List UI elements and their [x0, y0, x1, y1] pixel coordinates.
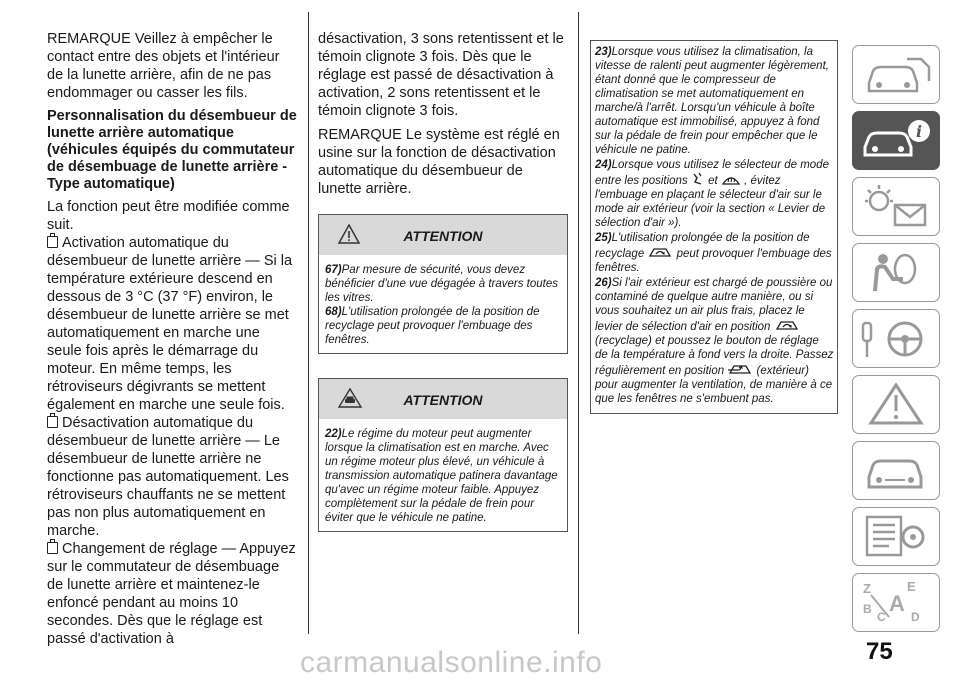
note-23: 23)Lorsque vous utilisez la climatisation, la vitesse de ralenti peut augmenter légèrement, étant donné que le compresseur de climatisation se met automatiquement en marche/à l'arrêt. Lorsqu'un véhicule à boîte automatique est immobilisé, appuyez à fond sur la pédale de frein pour empêcher que le véhicule ne patine.: [595, 46, 829, 156]
list-item: Activation automatique du désembueur de lunette arrière — Si la température extérieure descend en dessous de 3 °C (37 °F) environ, le désembueur de lunette arrière se met automatiquement en marche une seule fois après le démarrage du moteur. En même temps, les rétroviseurs dégivrants se mettent également en marche une seule fois.: [47, 235, 293, 413]
note-24: 24)Lorsque vous utilisez le sélecteur de mode entre les positions et , évitez l'embuage en plaçant le sélecteur d'air sur le mode air extérieur (voir la section « Levier de sélection d'air »).: [595, 159, 829, 229]
svg-text:A: A: [889, 591, 905, 616]
column-divider-1: [308, 12, 309, 634]
paragraph: désactivation, 3 sons retentissent et le témoin clignote 3 fois. Dès que le réglage est passé de désactivation à activation, 2 sons retentissent et le témoin clignote 3 fois.: [318, 31, 564, 119]
tab-car-service[interactable]: [852, 441, 940, 500]
list-item: Changement de réglage — Appuyez sur le commutateur de désembuage de lunette arrière et maintenez-le enfoncé pendant au moins 10 secondes. Dès que le réglage est passé d'activation à: [47, 541, 296, 647]
intro-paragraph: La fonction peut être modifiée comme suit.: [47, 199, 290, 233]
warning-lights-icon: [859, 183, 933, 229]
page-number: 75: [866, 638, 893, 665]
column-2: [318, 30, 568, 532]
svg-text:E: E: [907, 579, 916, 594]
foot-vent-icon: [691, 172, 705, 186]
tab-warning-triangle[interactable]: [852, 375, 940, 434]
bullet-icon: [47, 542, 58, 554]
remark-paragraph: REMARQUE Le système est réglé en usine sur la fonction de désactivation automatique du désembueur de lunette arrière.: [318, 127, 560, 197]
tab-key-steering[interactable]: [852, 309, 940, 368]
note-25: 25)L'utilisation prolongée de la position de recyclage peut provoquer l'embuage des fenêtres.: [595, 232, 832, 274]
warning-box: [318, 214, 568, 354]
section-heading: Personnalisation du désembueur de lunette arrière automatique (véhicules équipés du commutateur de désembuage de lunette arrière - Type automatique): [47, 108, 297, 192]
warning-text: 22)Le régime du moteur peut augmenter lorsque la climatisation est en marche. Avec un régime moteur plus élevé, un véhicule à transmission automatique patinera davantage qu'avec un régime moteur faible. Appuyez complètement sur la pédale de frein pour éviter que le véhicule ne patine.: [319, 419, 567, 531]
notes-box: [590, 40, 838, 414]
note-26: 26)Si l'air extérieur est chargé de poussière ou contaminé de quelque autre manière, ou si vous souhaitez un air plus frais, placez le levier de sélection d'air en position (recyclage) et poussez le bouton de réglage de la température à fond vers la droite. Passez régulièrement en position (extérieur) pour augmenter la ventilation, de manière à ce que les fenêtres ne s'embuent pas.: [595, 277, 834, 405]
svg-text:D: D: [911, 610, 920, 624]
tab-specifications[interactable]: [852, 507, 940, 566]
svg-text:Z: Z: [863, 581, 871, 596]
column-1: [47, 30, 297, 648]
column-divider-2: [578, 12, 579, 634]
column-3: [590, 40, 838, 414]
warning-text: 67)Par mesure de sécurité, vous devez bénéficier d'une vue dégagée à travers toutes les vitres. 68)L'utilisation prolongée de la position de recyclage peut provoquer l'embuage des fenêtres.: [319, 255, 567, 353]
tab-car-info[interactable]: [852, 111, 940, 170]
svg-text:B: B: [863, 602, 872, 616]
recirculation-icon: [647, 245, 673, 259]
svg-text:i: i: [915, 122, 923, 141]
tab-alphabetical-index[interactable]: [852, 573, 940, 632]
warning-box: [318, 378, 568, 532]
chapter-tabs: [852, 45, 940, 639]
tab-warning-lights[interactable]: [852, 177, 940, 236]
svg-text:C: C: [877, 610, 886, 624]
car-service-icon: [859, 447, 933, 493]
bullet-icon: [47, 236, 58, 248]
bullet-icon: [47, 416, 58, 428]
car-info-icon: [859, 117, 933, 163]
alphabetical-index-icon: [859, 579, 933, 625]
windshield-defrost-icon: [721, 172, 741, 186]
watermark: carmanualsonline.info: [300, 646, 603, 679]
specifications-icon: [859, 513, 933, 559]
tab-car-overview[interactable]: [852, 45, 940, 104]
airbag-safety-icon: [859, 249, 933, 295]
warning-title: ATTENTION: [403, 228, 483, 244]
warning-header: [319, 379, 567, 419]
tab-airbag-safety[interactable]: [852, 243, 940, 302]
car-overview-icon: [859, 51, 933, 97]
warning-header: [319, 215, 567, 255]
outside-air-icon: [727, 362, 753, 376]
key-steering-icon: [859, 315, 933, 361]
recirculation-icon: [774, 318, 800, 332]
remark-paragraph: REMARQUE Veillez à empêcher le contact entre des objets et l'intérieur de la lunette arrière, afin de ne pas endommager ou casser les fils.: [47, 31, 280, 101]
warning-triangle-icon: [859, 381, 933, 427]
warning-title: ATTENTION: [403, 392, 483, 408]
list-item: Désactivation automatique du désembueur de lunette arrière — Le désembueur de lunette arrière ne fonctionne pas automatiquement. Les rétroviseurs chauffants ne se mettent pas non plus automatiquement en marche.: [47, 415, 289, 539]
